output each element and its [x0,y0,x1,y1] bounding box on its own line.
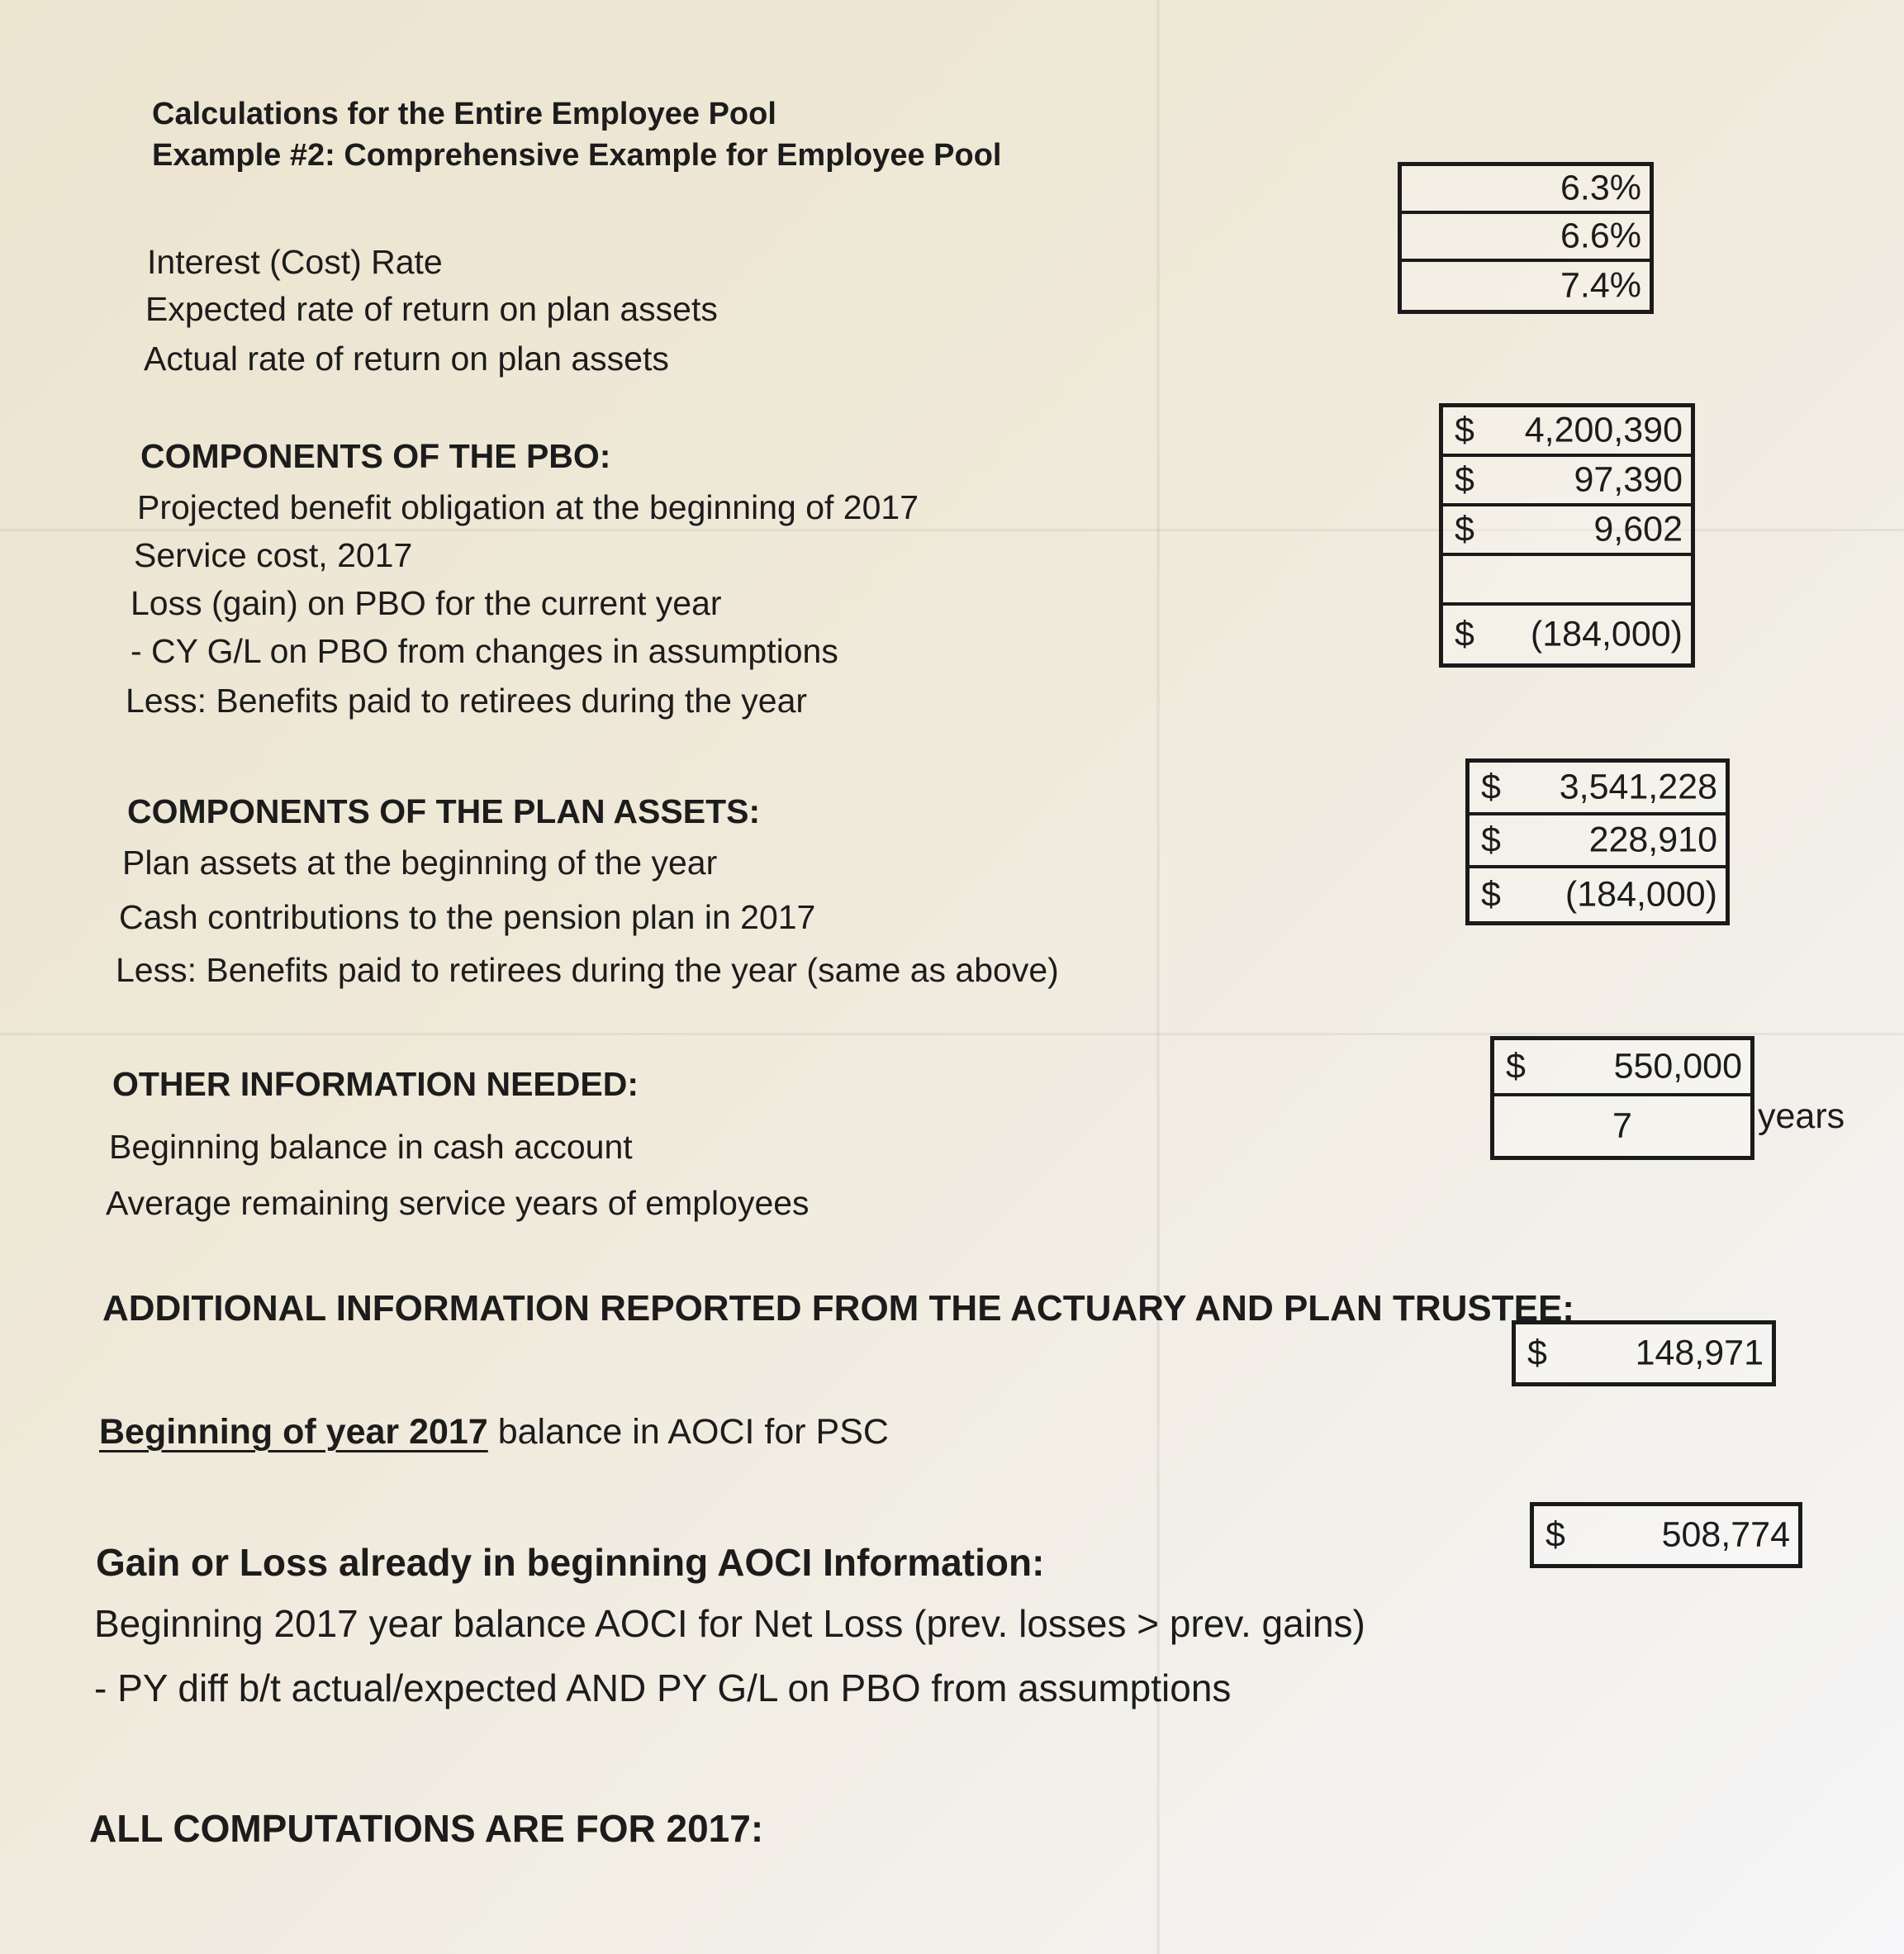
rate-expected-cell: 6.6% [1402,214,1650,262]
pbo-benefits-paid-cell: $ (184,000) [1455,614,1683,654]
additional-info-heading: ADDITIONAL INFORMATION REPORTED FROM THE ACTUARY AND PLAN TRUSTEE: [102,1288,1574,1329]
plan-assets-label-benefits-paid: Less: Benefits paid to retirees during the year (same as above) [116,951,1059,989]
pbo-service-cost-cell: $ 97,390 [1443,457,1691,506]
pbo-beginning-cell: $ 4,200,390 [1443,407,1691,457]
pbo-assumptions-cell [1443,556,1691,606]
pbo-label-service-cost: Service cost, 2017 [134,536,413,574]
pbo-label-loss-gain: Loss (gain) on PBO for the current year [131,584,722,622]
plan-assets-box [1465,758,1730,925]
psc-aoci-label [99,1413,889,1452]
plan-assets-heading: COMPONENTS OF THE PLAN ASSETS: [127,792,761,830]
net-loss-aoci-box [1530,1502,1802,1568]
computations-note: ALL COMPUTATIONS ARE FOR 2017: [89,1807,764,1850]
other-label-service-years: Average remaining service years of employees [106,1184,810,1222]
other-info-box [1490,1036,1754,1160]
pbo-label-assumptions: - CY G/L on PBO from changes in assumptions [131,632,838,670]
pbo-box [1439,403,1695,668]
pbo-loss-gain-cell: $ 9,602 [1443,506,1691,556]
rate-label-actual: Actual rate of return on plan assets [144,340,669,378]
rate-label-expected: Expected rate of return on plan assets [145,290,718,328]
gain-loss-heading: Gain or Loss already in beginning AOCI Information: [96,1541,1045,1584]
net-loss-aoci-cell: $ 508,774 [1546,1514,1790,1555]
plan-assets-label-contributions: Cash contributions to the pension plan in 2017 [119,898,816,936]
plan-assets-benefits-paid-cell: $ (184,000) [1481,874,1717,915]
gain-loss-line-2: - PY diff b/t actual/expected AND PY G/L on PBO from assumptions [94,1666,1232,1709]
plan-assets-beginning-cell: $ 3,541,228 [1470,763,1726,815]
psc-aoci-label-underlined: Beginning of year 2017 [99,1412,488,1452]
years-unit-label: years [1758,1096,1845,1136]
service-years-cell: 7 [1612,1105,1632,1146]
psc-aoci-cell: $ 148,971 [1527,1333,1764,1373]
psc-aoci-box [1512,1320,1776,1386]
rate-label-interest: Interest (Cost) Rate [147,243,443,281]
other-info-heading: OTHER INFORMATION NEEDED: [112,1065,639,1103]
rate-interest-cell: 6.3% [1402,166,1650,214]
gain-loss-line-1: Beginning 2017 year balance AOCI for Net Loss (prev. losses > prev. gains) [94,1602,1365,1645]
rates-box [1398,162,1654,314]
rate-actual-cell: 7.4% [1560,265,1641,306]
plan-assets-label-beginning: Plan assets at the beginning of the year [122,844,718,882]
pbo-heading: COMPONENTS OF THE PBO: [140,437,611,475]
psc-aoci-label-rest: balance in AOCI for PSC [487,1412,889,1452]
other-label-cash: Beginning balance in cash account [109,1128,633,1166]
pbo-label-benefits-paid: Less: Benefits paid to retirees during the year [126,682,808,720]
pbo-label-beginning: Projected benefit obligation at the beginning of 2017 [137,488,919,526]
plan-assets-contributions-cell: $ 228,910 [1470,815,1726,868]
worksheet-title: Calculations for the Entire Employee Pool [152,97,776,131]
cash-balance-cell: $ 550,000 [1494,1040,1750,1096]
worksheet-subtitle: Example #2: Comprehensive Example for Employee Pool [152,138,1002,173]
